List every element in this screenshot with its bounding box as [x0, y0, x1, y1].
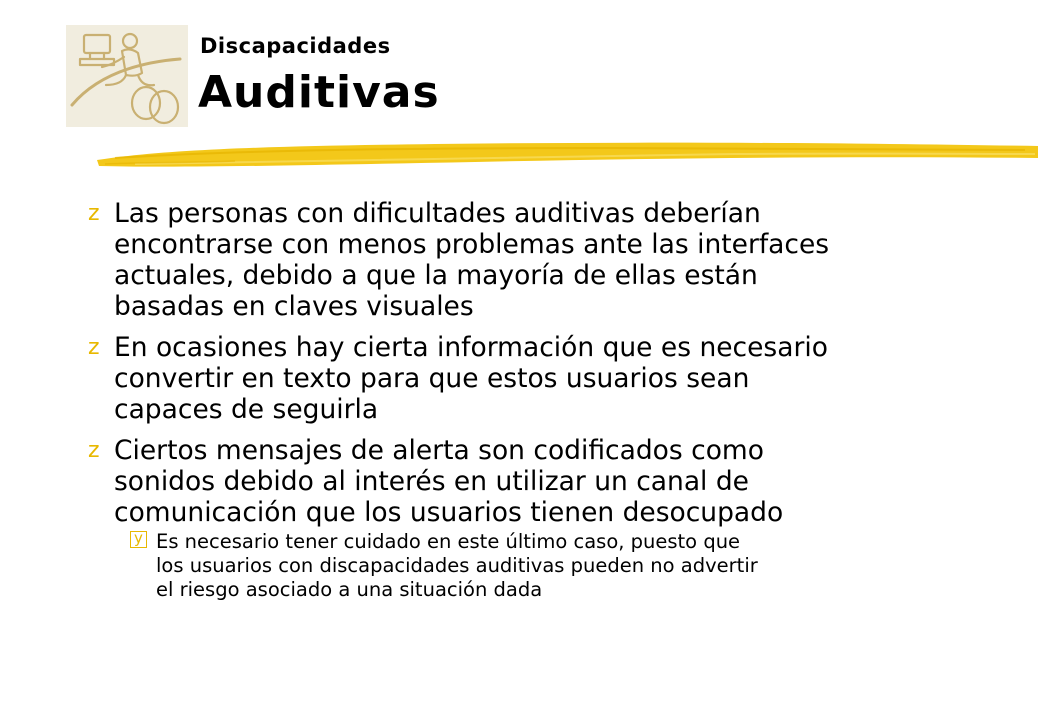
- person-at-computer-icon: [66, 25, 188, 127]
- sub-bullet-text-line: los usuarios con discapacidades auditivas pueden no advertir: [156, 554, 758, 577]
- list-item: [88, 332, 1028, 425]
- logo: [66, 25, 188, 127]
- bullet-marker: z: [88, 438, 100, 463]
- bullet-marker: z: [88, 201, 100, 226]
- sub-list-item: [130, 530, 1028, 602]
- bullet-text-line: Ciertos mensajes de alerta son codificados como: [114, 435, 764, 466]
- bullet-text-line: capaces de seguirla: [114, 394, 379, 425]
- bullet-text-line: convertir en texto para que estos usuarios sean: [114, 363, 750, 394]
- bullet-list: [88, 198, 1028, 602]
- brush-stroke-divider: [95, 134, 1040, 178]
- bullet-text-line: encontrarse con menos problemas ante las interfaces: [114, 229, 830, 260]
- bullet-text-line: basadas en claves visuales: [114, 291, 474, 322]
- list-item: [88, 198, 1028, 322]
- bullet-text-line: En ocasiones hay cierta información que es necesario: [114, 332, 828, 363]
- bullet-text-line: Las personas con dificultades auditivas deberían: [114, 198, 761, 229]
- sub-bullet-text-line: Es necesario tener cuidado en este último caso, puesto que: [156, 530, 741, 553]
- bullet-text-line: actuales, debido a que la mayoría de ellas están: [114, 260, 758, 291]
- sub-bullet-marker: y: [130, 531, 147, 548]
- list-item: [88, 435, 1028, 528]
- bullet-text-line: sonidos debido al interés en utilizar un canal de: [114, 466, 749, 497]
- bullet-text-line: comunicación que los usuarios tienen desocupado: [114, 497, 784, 528]
- page-subtitle: Discapacidades: [200, 34, 391, 58]
- bullet-marker: z: [88, 335, 100, 360]
- sub-bullet-text-line: el riesgo asociado a una situación dada: [156, 578, 543, 601]
- page-title: Auditivas: [198, 67, 440, 118]
